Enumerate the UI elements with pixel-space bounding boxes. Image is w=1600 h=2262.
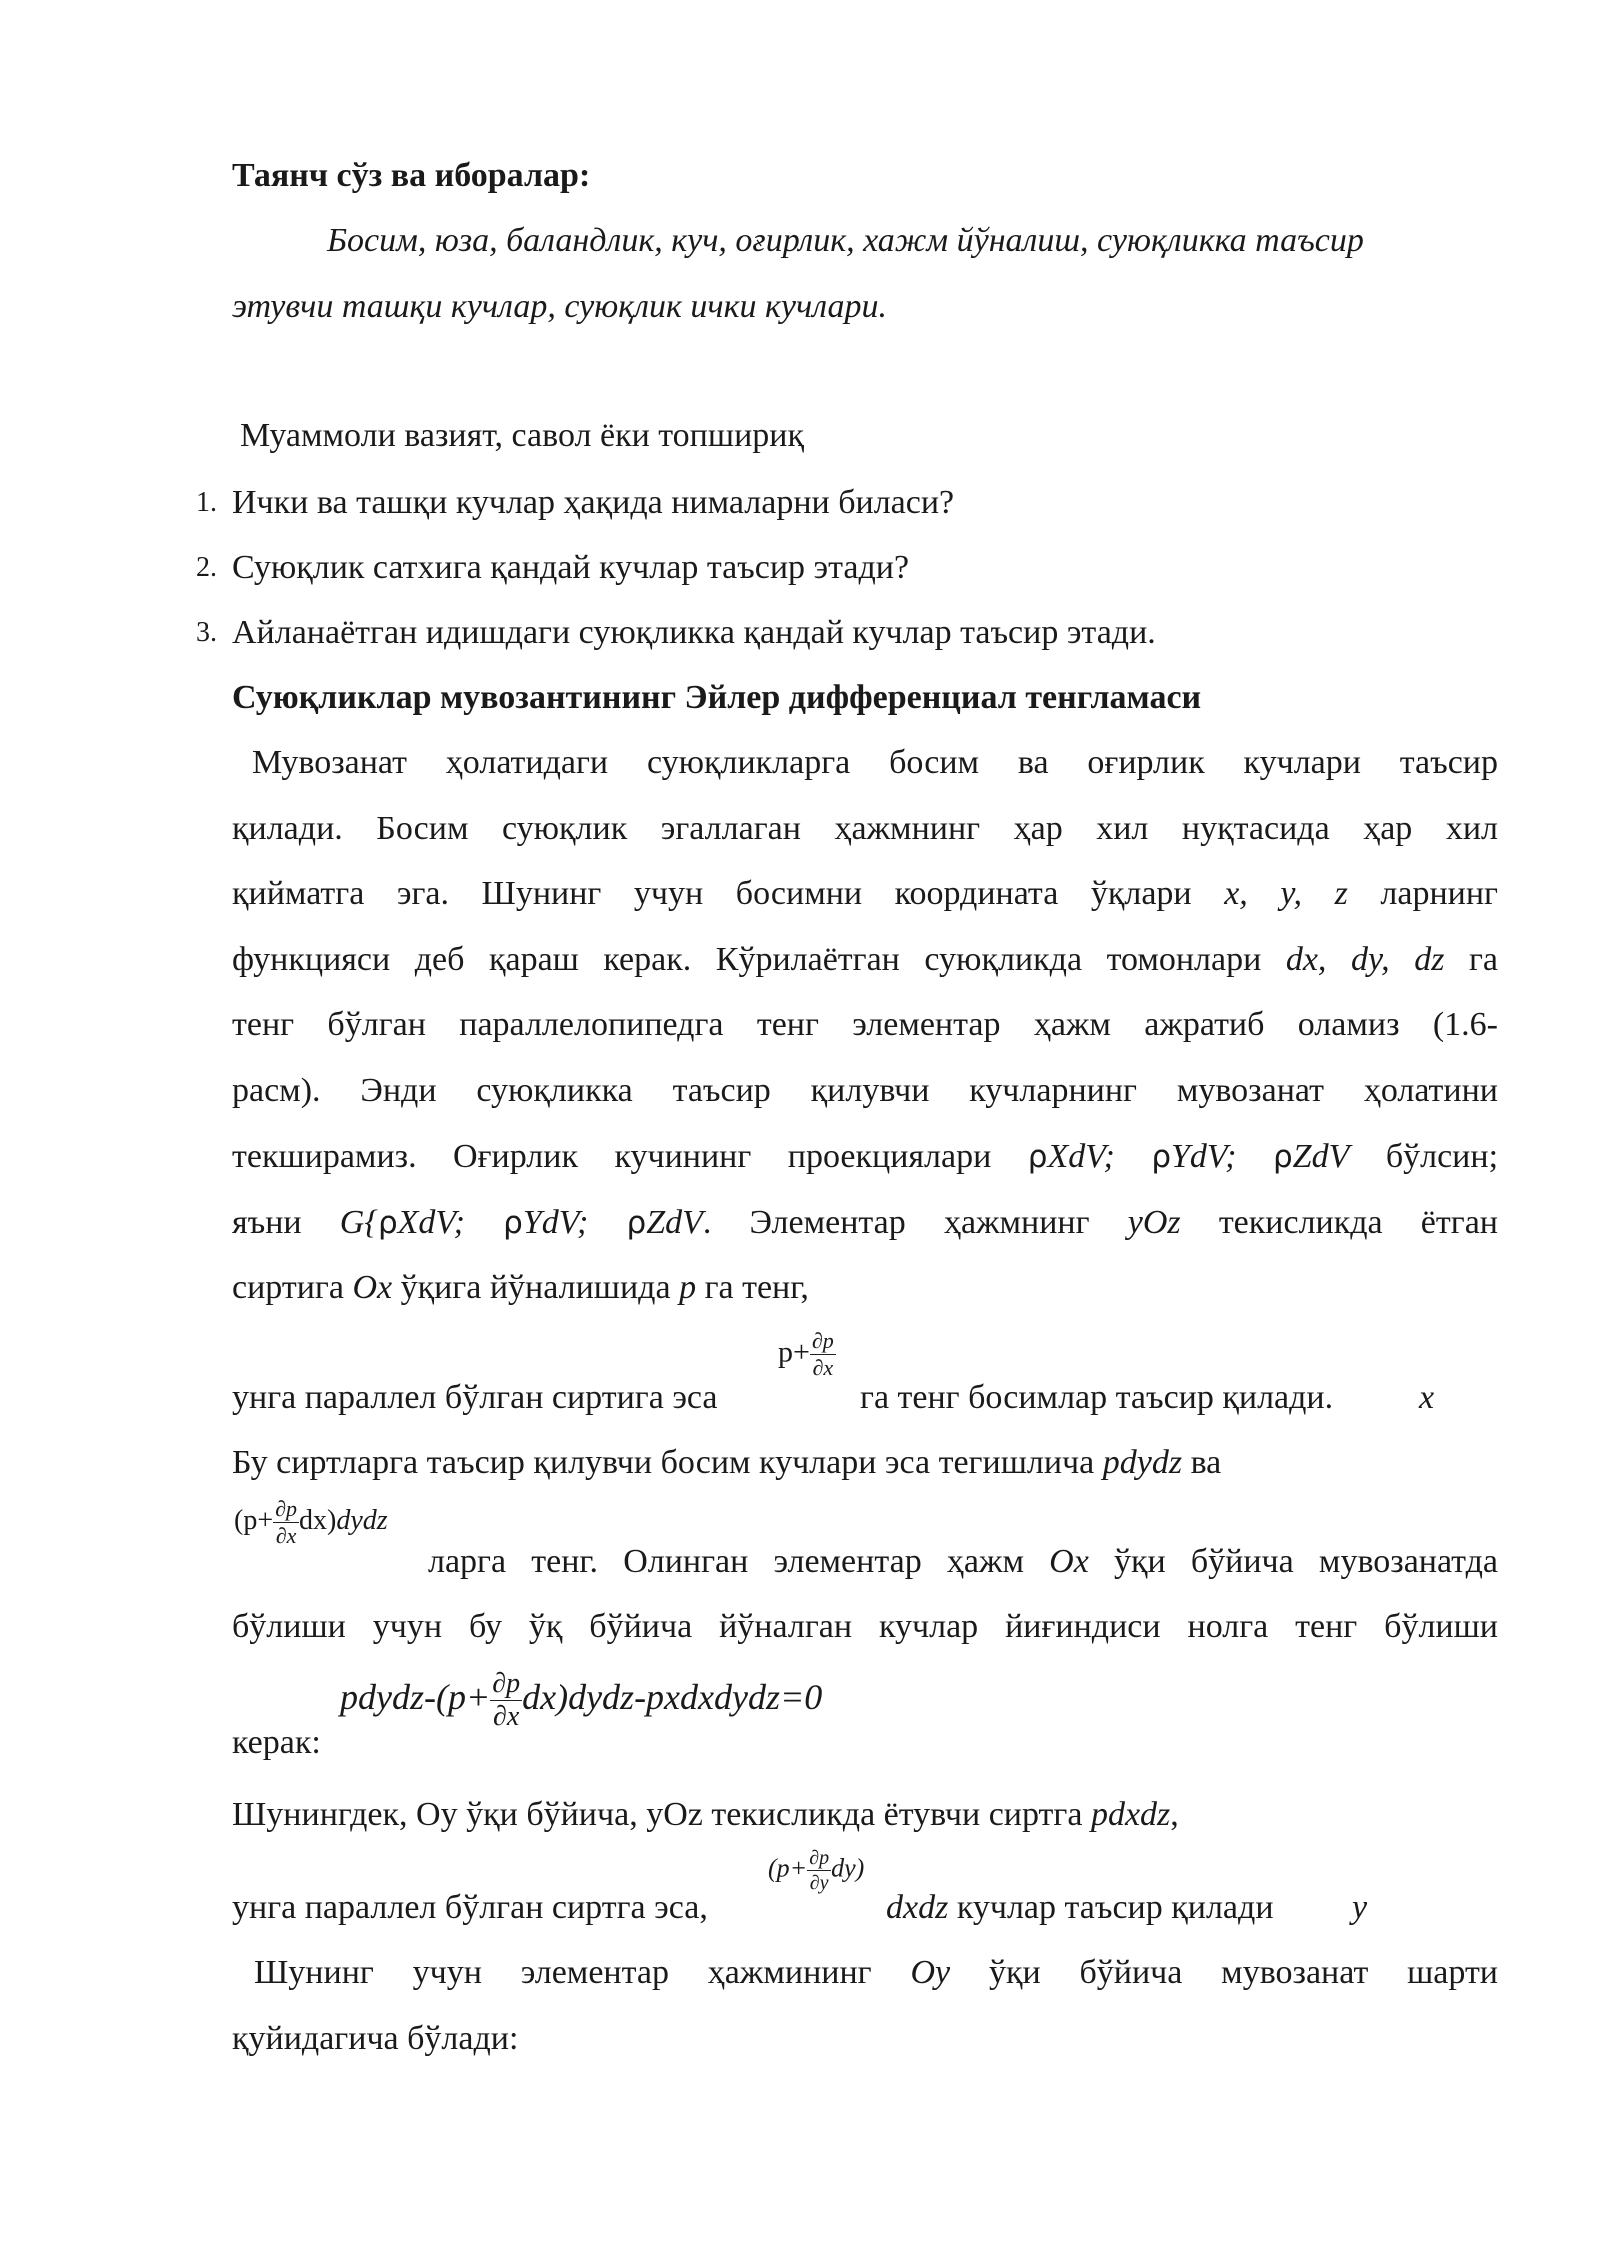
formula-equilibrium-x: pdydz-(p+ $\frac{\partial p}{\partial x}$ dx)dydz-pxdxdydz=0	[340, 1668, 823, 1732]
list-item-number: 1.	[196, 487, 217, 518]
paragraph-line-8: яъни G{ρXdV; ρYdV; ρZdV. Элементар ҳажмнинг yOz текисликда ётган	[232, 1204, 1498, 1241]
axis-label-x: x	[1419, 1379, 1435, 1416]
body-line-13: бўлиши учун бу ўқ бўйича йўналган кучлар йиғиндиси нолга тенг бўлиши	[232, 1608, 1498, 1645]
paragraph-line-6: расм). Энди суюқликка таъсир қилувчи кучларнинг мувозанат ҳолатини	[232, 1072, 1498, 1109]
body-line-10: унга параллел бўлган сиртига эса	[232, 1379, 718, 1416]
body-line-11: Бу сиртларга таъсир қилувчи босим кучлари эса тегишлича pdydz ва	[232, 1444, 1222, 1481]
formula-p-plus-dp-dx: p+ $\frac{\partial p}{\partial x}$	[778, 1328, 834, 1380]
paragraph-line-9: сиртига Ox ўқига йўналишида p га тенг,	[232, 1269, 809, 1306]
axis-label-y: y	[1352, 1889, 1368, 1926]
body-line-10-end: га тенг босимлар таъсир қилади.	[860, 1379, 1334, 1416]
problem-heading: Муаммоли вазият, савол ёки топшириқ	[240, 417, 804, 454]
paragraph-line-5: тенг бўлган параллелопипедга тенг элементар ҳажм ажратиб оламиз (1.6-	[232, 1006, 1498, 1043]
keywords-line-1: Босим, юза, баландлик, куч, оғирлик, хажм йўналиш, суюқликка таъсир	[327, 222, 1364, 259]
list-item: Айланаётган идишдаги суюқликка қандай кучлар таъсир этади.	[232, 614, 1156, 651]
list-item: Суюқлик сатхига қандай кучлар таъсир этади?	[232, 549, 910, 586]
body-line-17: Шунинг учун элементар ҳажмининг Оу ўқи бўйича мувозанат шарти	[254, 1954, 1499, 1991]
list-item-number: 2.	[196, 552, 217, 583]
paragraph-line-3: қийматга эга. Шунинг учун босимни координата ўқлари x, y, z ларнинг	[232, 875, 1498, 912]
keywords-heading: Таянч сўз ва иборалар:	[232, 157, 591, 194]
formula-pressure-force: (p+ $\frac{\partial p}{\partial x}$ dx)dydz	[234, 1496, 388, 1548]
list-item-number: 3.	[196, 617, 217, 648]
paragraph-line-4: функцияси деб қараш керак. Кўрилаётган суюқликда томонлари dx, dy, dz га	[232, 941, 1498, 978]
paragraph-line-2: қилади. Босим суюқлик эгаллаган ҳажмнинг ҳар хил нуқтасида ҳар хил	[232, 810, 1498, 847]
paragraph-line-1: Мувозанат ҳолатидаги суюқликларга босим ва оғирлик кучлари таъсир	[252, 744, 1498, 781]
body-line-18: қуйидагича бўлади:	[232, 2020, 519, 2057]
body-line-16-end: dxdz кучлар таъсир қилади	[886, 1889, 1274, 1926]
list-item: Ички ва ташқи кучлар ҳақида нималарни биласи?	[232, 484, 955, 521]
body-line-15: Шунингдек, Оу ўқи бўйича, уOz текисликда ётувчи сиртга pdxdz,	[232, 1796, 1179, 1833]
paragraph-line-7: текширамиз. Оғирлик кучининг проекциялари ρXdV; ρYdV; ρZdV бўлсин;	[232, 1138, 1499, 1175]
body-line-12: ларга тенг. Олинган элементар ҳажм Ox ўқи бўйича мувозанатда	[428, 1543, 1498, 1580]
section-title: Суюқликлар мувозантининг Эйлер дифференциал тенгламаси	[232, 679, 1202, 716]
formula-p-plus-dp-dy: (p+ $\frac{\partial p}{\partial y}$ dy)	[768, 1847, 865, 1894]
body-line-14: керак:	[232, 1724, 321, 1761]
keywords-line-2: этувчи ташқи кучлар, суюқлик ички кучлари.	[232, 288, 887, 325]
body-line-16: унга параллел бўлган сиртга эса,	[232, 1889, 708, 1926]
